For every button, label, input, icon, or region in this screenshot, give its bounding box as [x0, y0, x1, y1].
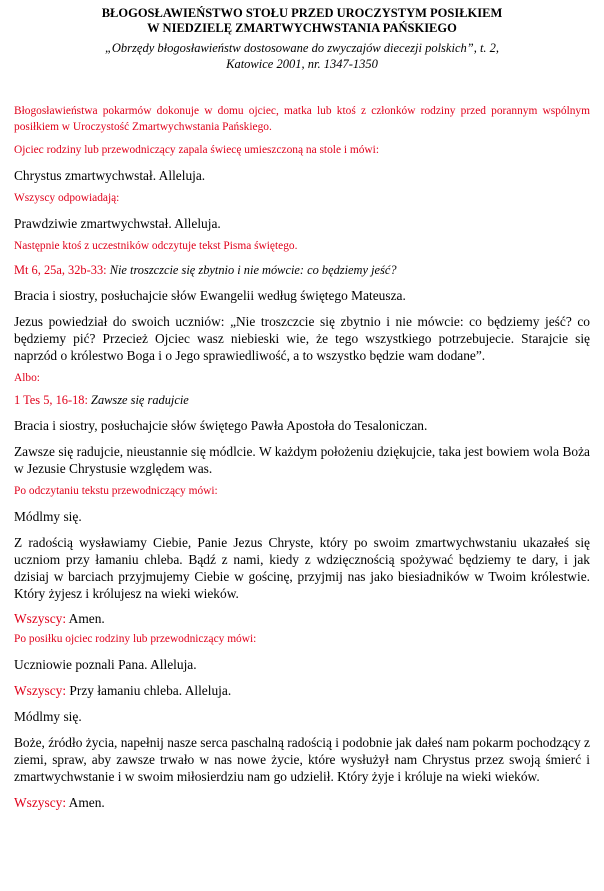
rubric-candle: Ojciec rodziny lub przewodniczący zapala świecę umieszczoną na stole i mówi: — [14, 144, 379, 156]
versicle-response: Przy łamaniu chleba. Alleluja. — [69, 683, 232, 698]
reading1-reference: Mt 6, 25a, 32b-33: — [14, 263, 107, 277]
amen-text: Amen. — [68, 795, 105, 810]
greeting-text: Chrystus zmartwychwstał. Alleluja. — [14, 168, 206, 183]
reading1-heading — [14, 262, 590, 278]
rubric-after-reading: Po odczytaniu tekstu przewodniczący mówi: — [14, 485, 218, 497]
response-text: Prawdziwie zmartwychwstał. Alleluja. — [14, 216, 221, 231]
reading2-title: Zawsze się radujcie — [91, 393, 189, 407]
prayer2-text: Boże, źródło życia, napełnij nasze serca paschalną radością i podobnie jak dałeś nam pokarm pochodzący z ziemi, spraw, aby zawsze trwało w nas nowe życie, które wysłużył nam Chrystus przez swoją śmierć i zmartwychwstanie i w swoim miłosierdziu nam go udzielił. Który żyje i króluje na wieki wieków. — [14, 735, 590, 784]
reading2-heading — [14, 392, 590, 408]
document-title-line1: BŁOGOSŁAWIEŃSTWO STOŁU PRZED UROCZYSTYM POSIŁKIEM — [101, 6, 503, 20]
amen-text: Amen. — [68, 611, 105, 626]
source-citation-line2: Katowice 2001, nr. 1347-1350 — [226, 57, 378, 71]
rubric-all-respond: Wszyscy odpowiadają: — [14, 192, 120, 204]
prayer1-invite: Módlmy się. — [14, 509, 82, 524]
versicle-text: Uczniowie poznali Pana. Alleluja. — [14, 657, 197, 672]
reading2-intro: Bracia i siostry, posłuchajcie słów świętego Pawła Apostoła do Tesaloniczan. — [14, 418, 428, 433]
reading1-title: Nie troszczcie się zbytnio i nie mówcie: co będziemy jeść? — [109, 263, 397, 277]
amen-line-3 — [14, 794, 590, 811]
document-title-line2: W NIEDZIELĘ ZMARTWYCHWSTANIA PAŃSKIEGO — [147, 21, 457, 35]
prayer1-text: Z radością wysławiamy Ciebie, Panie Jezus Chryste, który po swoim zmartwychwstaniu ukazałeś się uczniom przy łamaniu chleba. Bądź z nami, kiedy z wdzięcznością spożywać będziemy te dary, i jak dzisiaj w barciach przyjmujemy Ciebie w gościnę, przyjmij nas jako biesiadników w Twoim królestwie. Który żyjesz i królujesz na wieki wieków. — [14, 535, 590, 601]
reading1-text: Jezus powiedział do swoich uczniów: „Nie troszczcie się zbytnio i nie mówcie: co będziemy jeść? co będziemy pić? Przecież Ojciec wasz niebieski wie, że tego wszystkiego potrzebujecie. Starajcie się naprzód o królestwo Boga i o Jego sprawiedliwość, a to wszystko będzie wam dodane”. — [14, 314, 590, 363]
reading2-text: Zawsze się radujcie, nieustannie się módlcie. W każdym położeniu dziękujcie, taka jest bowiem wola Boża w Jezusie Chrystusie względem was. — [14, 444, 590, 476]
all-label: Wszyscy: — [14, 795, 67, 810]
rubric-reader: Następnie ktoś z uczestników odczytuje tekst Pisma świętego. — [14, 240, 298, 252]
rubric-or: Albo: — [14, 372, 40, 384]
versicle-response-line — [14, 682, 590, 699]
amen-line-1 — [14, 610, 590, 627]
all-label: Wszyscy: — [14, 683, 67, 698]
prayer2-invite: Módlmy się. — [14, 709, 82, 724]
rubric-intro: Błogosławieństwa pokarmów dokonuje w domu ojciec, matka lub ktoś z członków rodziny przed porannym wspólnym posiłkiem w Uroczystość Zmartwychwstania Pańskiego. — [14, 105, 590, 133]
reading1-intro: Bracia i siostry, posłuchajcie słów Ewangelii według świętego Mateusza. — [14, 288, 406, 303]
source-citation-line1: „Obrzędy błogosławieństw dostosowane do zwyczajów diecezji polskich”, t. 2, — [104, 41, 500, 55]
rubric-after-meal: Po posiłku ojciec rodziny lub przewodniczący mówi: — [14, 633, 257, 645]
reading2-reference: 1 Tes 5, 16-18: — [14, 393, 88, 407]
all-label: Wszyscy: — [14, 611, 67, 626]
